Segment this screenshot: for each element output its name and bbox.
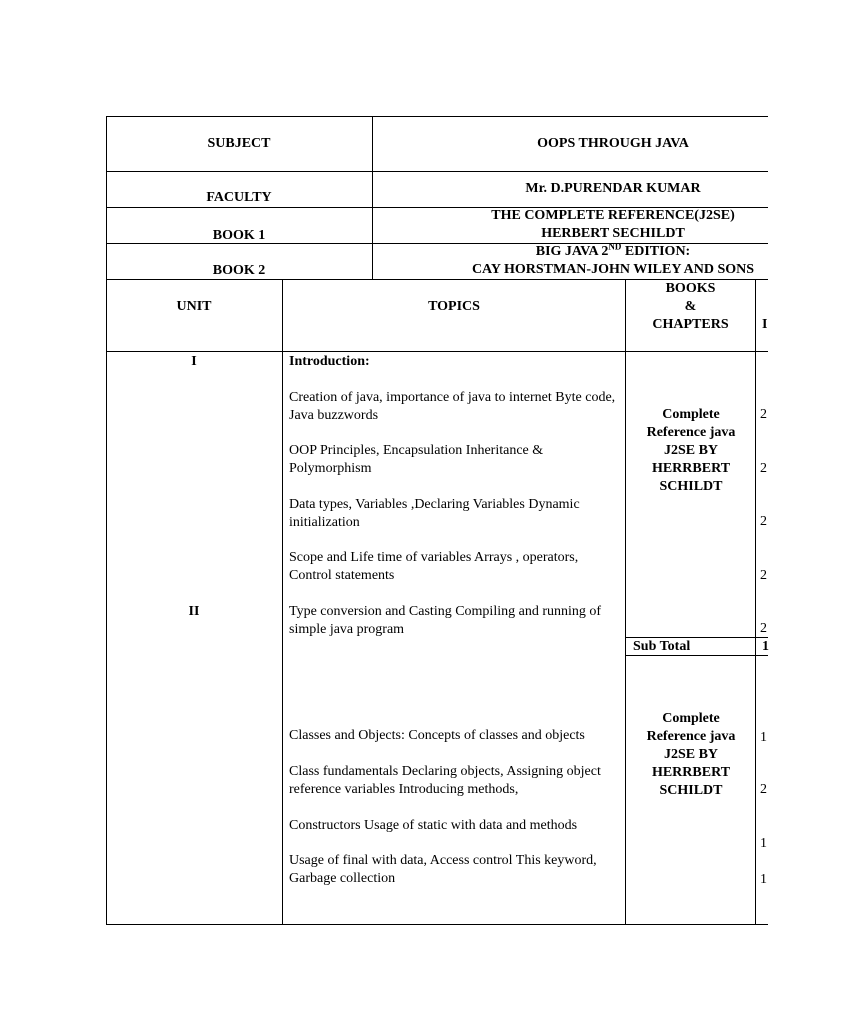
subtotal-value: 1 [762, 639, 769, 654]
period-count: 1 [760, 836, 767, 851]
col-next-heading-partial: I [762, 317, 768, 332]
rule [106, 171, 768, 172]
topic-item: Type conversion and Casting Compiling and running of simple java program [289, 604, 602, 637]
topic-item: Classes and Objects: Concepts of classes and objects [289, 728, 585, 743]
col-topics-heading: TOPICS [428, 299, 480, 314]
topic-item: Creation of java, importance of java to internet Byte code, Java buzzwords [289, 390, 616, 423]
topic-item: Usage of final with data, Access control This keyword, Garbage collection [289, 853, 597, 886]
book-reference-line: HERRBERT [651, 765, 731, 780]
col-books-heading-3: CHAPTERS [652, 317, 729, 332]
book-reference-line: Complete [662, 407, 720, 422]
subtotal-label: Sub Total [633, 639, 691, 654]
book-reference-line: HERRBERT [651, 461, 731, 476]
col-unit-heading: UNIT [176, 299, 212, 314]
period-count: 2 [760, 514, 767, 529]
rule [755, 279, 756, 925]
unit-number: I [191, 354, 197, 369]
period-count: 2 [760, 568, 767, 583]
period-count: 1 [760, 872, 767, 887]
topic-item: Scope and Life time of variables Arrays , operators, Control statements [289, 550, 579, 583]
subject-value: OOPS THROUGH JAVA [537, 136, 689, 151]
book-reference [627, 710, 755, 800]
book-reference [627, 406, 755, 496]
topic-item: Constructors Usage of static with data and methods [289, 818, 578, 833]
book-reference-line: SCHILDT [659, 783, 723, 798]
period-count: 1 [760, 730, 767, 745]
rule [106, 116, 768, 117]
book-reference-line: J2SE BY [663, 443, 719, 458]
period-count: 2 [760, 621, 767, 636]
period-count: 2 [760, 407, 767, 422]
topic-heading: Introduction: [289, 354, 370, 369]
book2-author: CAY HORSTMAN-JOHN WILEY AND SONS [471, 262, 755, 277]
rule [106, 924, 768, 925]
faculty-label: FACULTY [206, 190, 272, 205]
book-reference-line: Reference java [646, 425, 736, 440]
subject-label: SUBJECT [207, 136, 271, 151]
period-count: 2 [760, 461, 767, 476]
col-books-heading-2: & [684, 299, 697, 314]
rule [106, 351, 768, 352]
book-reference-line: Complete [662, 711, 720, 726]
topic-item: OOP Principles, Encapsulation Inheritance & Polymorphism [289, 443, 544, 476]
faculty-value: Mr. D.PURENDAR KUMAR [525, 181, 701, 196]
rule [625, 279, 626, 925]
book1-title: THE COMPLETE REFERENCE(J2SE) [491, 208, 735, 223]
unit-number: II [188, 604, 200, 619]
book1-label: BOOK 1 [212, 228, 266, 243]
book1-author: HERBERT SECHILDT [541, 226, 685, 241]
col-books-heading-1: BOOKS [665, 281, 716, 296]
book-reference-line: Reference java [646, 729, 736, 744]
book-reference-line: SCHILDT [659, 479, 723, 494]
topic-item: Data types, Variables ,Declaring Variables Dynamic initialization [289, 497, 580, 530]
book2-label: BOOK 2 [212, 263, 266, 278]
topic-item: Class fundamentals Declaring objects, Assigning object reference variables Introducing methods, [289, 764, 601, 797]
book2-title: BIG JAVA 2ND EDITION: [535, 241, 691, 259]
book-reference-line: J2SE BY [663, 747, 719, 762]
period-count: 2 [760, 782, 767, 797]
rule [282, 279, 283, 925]
